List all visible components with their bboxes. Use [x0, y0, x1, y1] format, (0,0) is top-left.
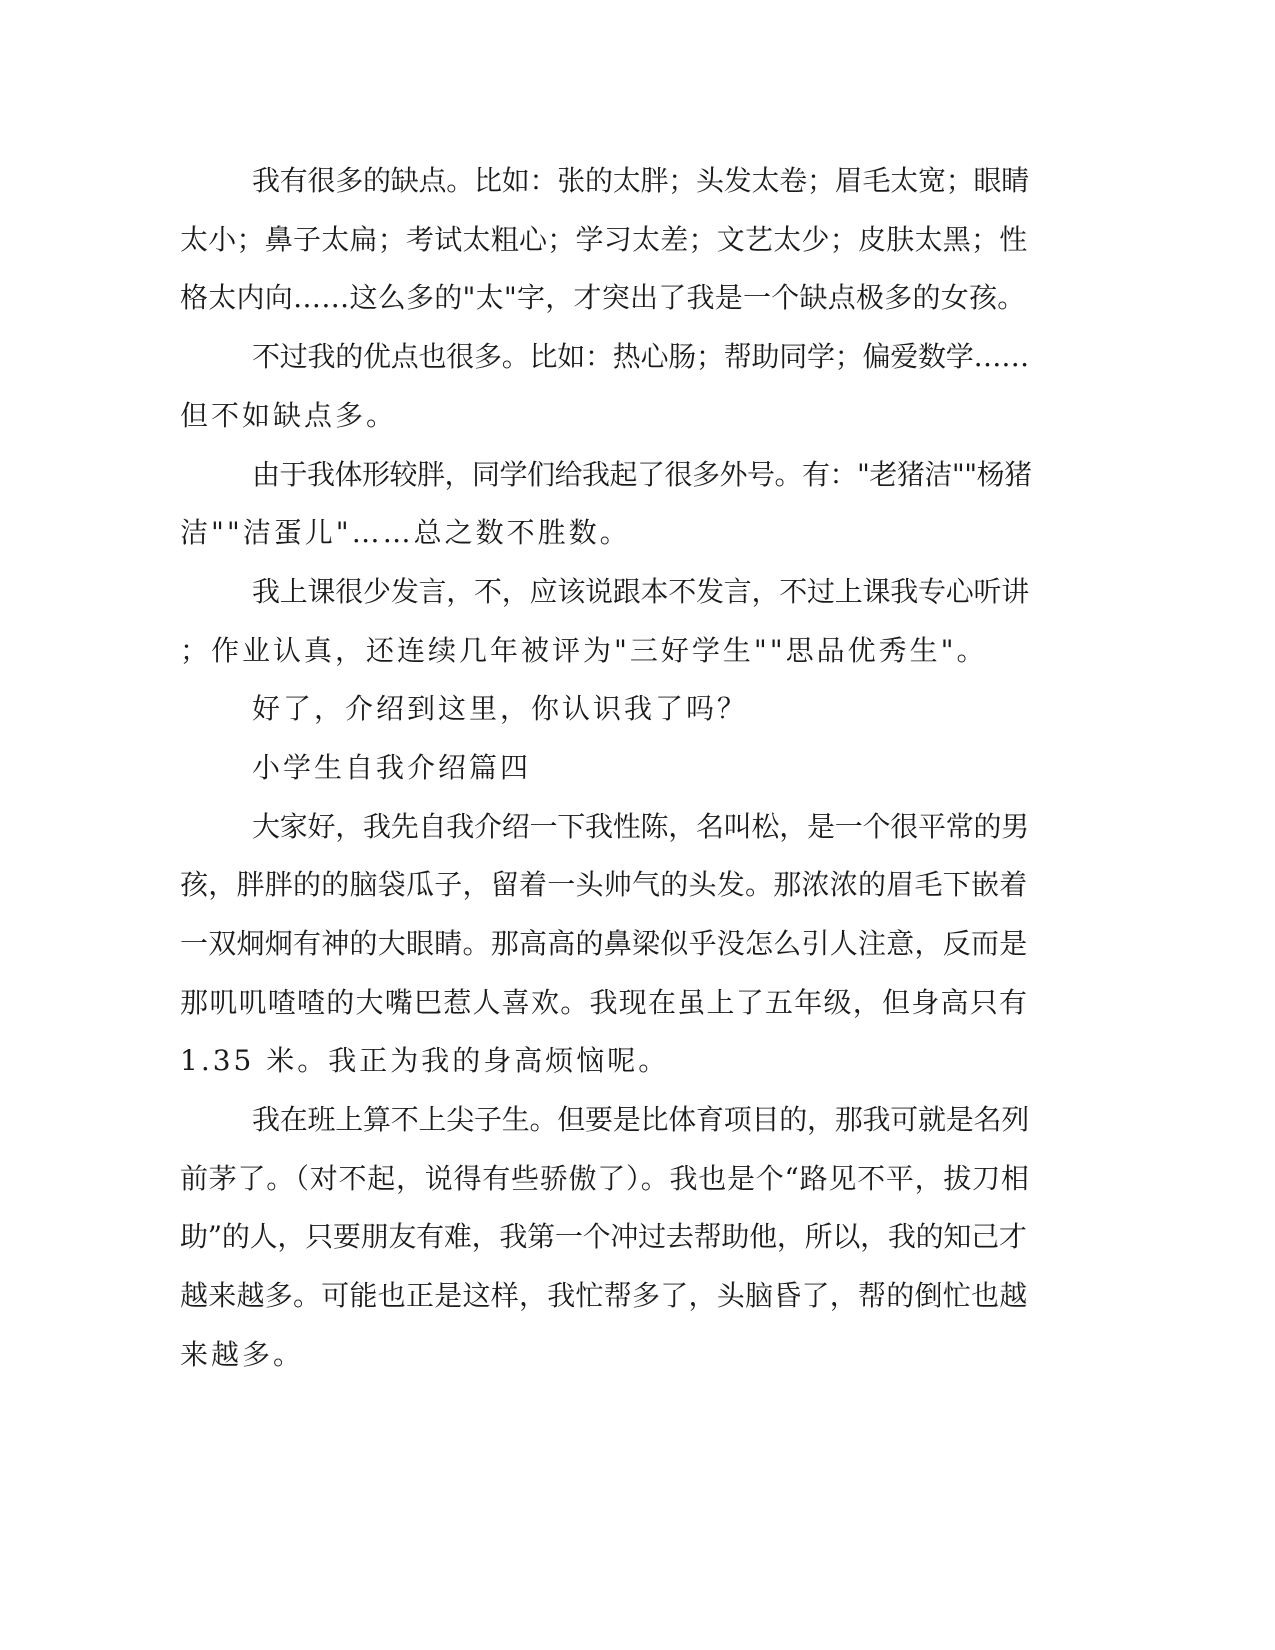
text-line: 助”的人，只要朋友有难，我第一个冲过去帮助他，所以，我的知己才: [180, 1220, 1027, 1253]
text-line: 由于我体形较胖，同学们给我起了很多外号。有："老猪洁""杨猪: [252, 458, 1032, 491]
text-line: 大家好，我先自我介绍一下我性陈，名叫松，是一个很平常的男: [252, 810, 1030, 843]
text-line: 不过我的优点也很多。比如：热心肠；帮助同学；偏爱数学……: [252, 340, 1030, 373]
text-line: 一双炯炯有神的大眼睛。那高高的鼻梁似乎没怎么引人注意，反而是: [180, 927, 1028, 960]
text-line: 好了，介绍到这里，你认识我了吗？: [252, 692, 749, 725]
text-line: 我上课很少发言，不，应该说跟本不发言，不过上课我专心听讲: [252, 575, 1030, 608]
text-line: 洁""洁蛋儿"……总之数不胜数。: [180, 516, 631, 549]
text-line: 太小；鼻子太扁；考试太粗心；学习太差；文艺太少；皮肤太黑；性: [180, 223, 1028, 256]
section-heading: 小学生自我介绍篇四: [252, 751, 532, 784]
text-line: ；作业认真，还连续几年被评为"三好学生""思品优秀生"。: [180, 634, 988, 667]
text-line: 我有很多的缺点。比如：张的太胖；头发太卷；眉毛太宽；眼睛: [252, 164, 1030, 197]
text-line: 1.35 米。我正为我的身高烦恼呢。: [180, 1044, 670, 1077]
text-line: 孩，胖胖的的脑袋瓜子，留着一头帅气的头发。那浓浓的眉毛下嵌着: [180, 868, 1028, 901]
text-line: 我在班上算不上尖子生。但要是比体育项目的，那我可就是名列: [252, 1103, 1030, 1136]
text-line: 但不如缺点多。: [180, 399, 398, 432]
text-line: 越来越多。可能也正是这样，我忙帮多了，头脑昏了，帮的倒忙也越: [180, 1279, 1028, 1312]
text-line: 那叽叽喳喳的大嘴巴惹人喜欢。我现在虽上了五年级，但身高只有: [180, 986, 1029, 1019]
text-line: 来越多。: [180, 1338, 305, 1371]
text-line: 格太内向……这么多的"太"字，才突出了我是一个缺点极多的女孩。: [180, 281, 1026, 314]
text-line: 前茅了。（对不起，说得有些骄傲了）。我也是个“路见不平，拔刀相: [180, 1162, 1030, 1195]
